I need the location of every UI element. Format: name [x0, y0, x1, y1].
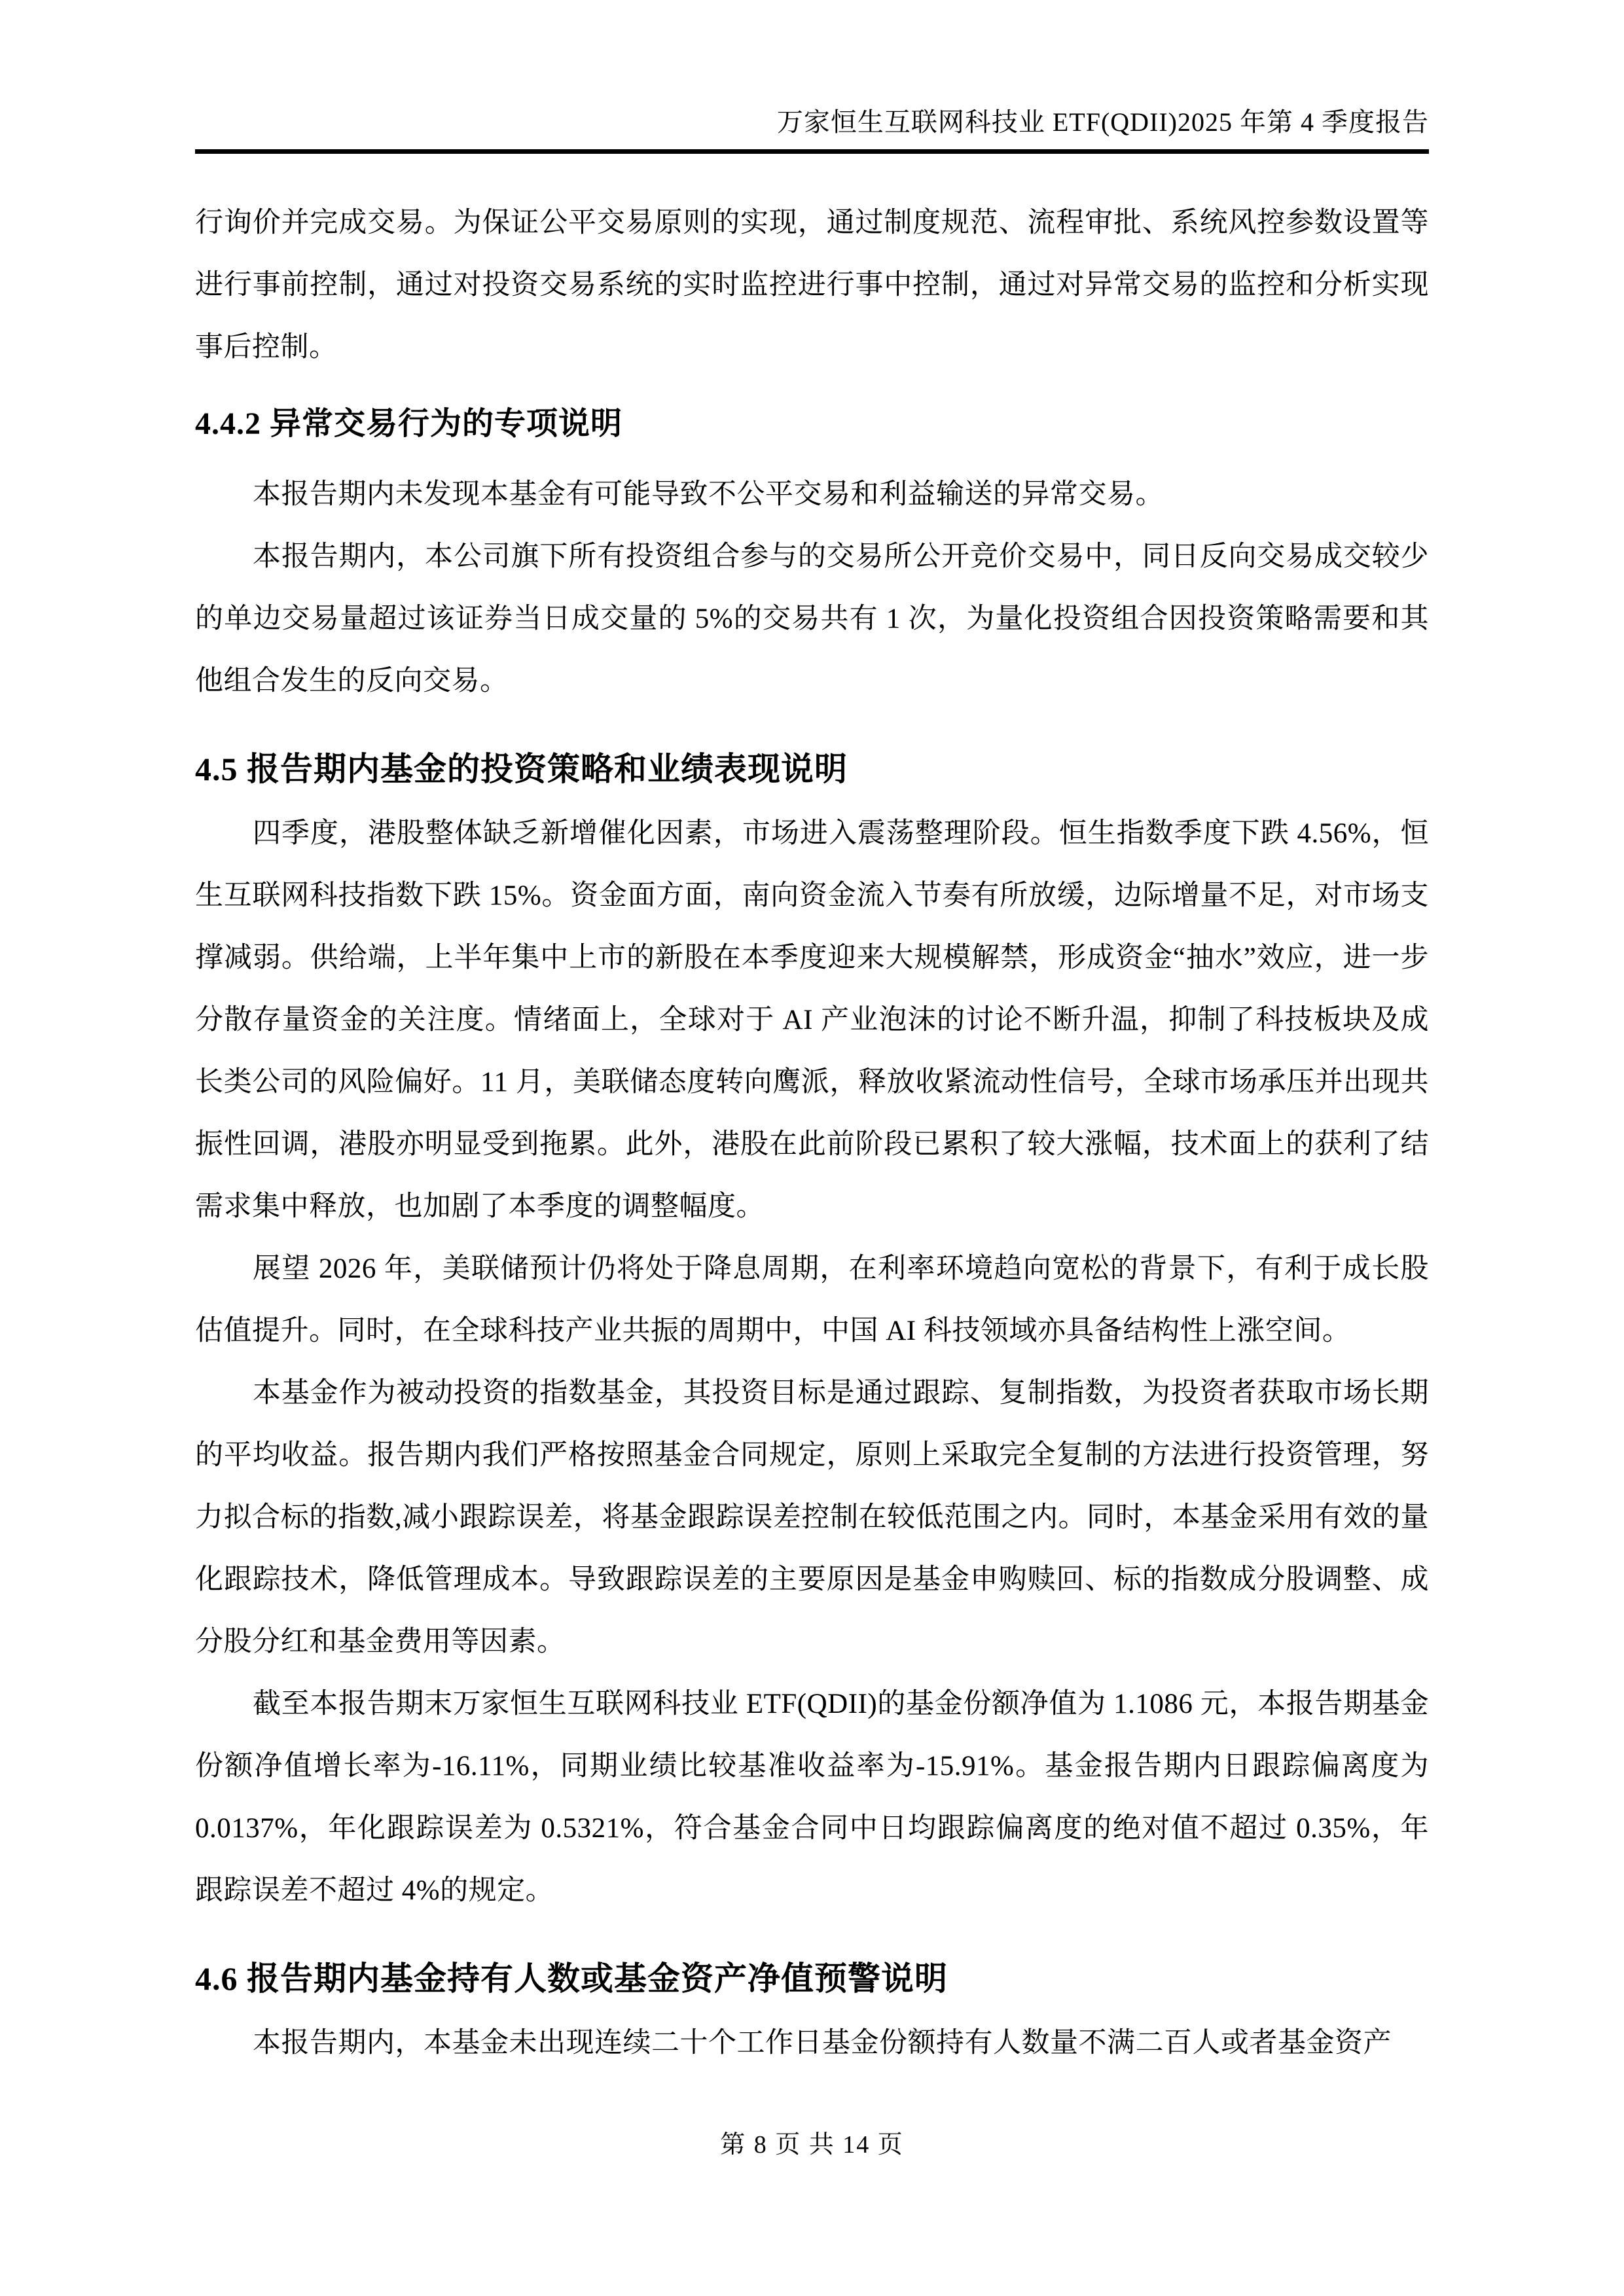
- paragraph-strategy-outlook: 展望 2026 年，美联储预计仍将处于降息周期，在利率环境趋向宽松的背景下，有利于成长股估值提升。同时，在全球科技产业共振的周期中，中国 AI 科技领域亦具备结构性上涨空间。: [195, 1253, 1429, 1346]
- paragraph-strategy-market-review: 四季度，港股整体缺乏新增催化因素，市场进入震荡整理阶段。恒生指数季度下跌 4.56%，恒生互联网科技指数下跌 15%。资金面方面，南向资金流入节奏有所放缓，边际增量不足，对市场支撑减弱。供给端，上半年集中上市的新股在本季度迎来大规模解禁，形成资金“抽水”效应，进一步分散存量资金的关注度。情绪面上，全球对于 AI 产业泡沫的讨论不断升温，抑制了科技板块及成长类公司的风险偏好。11 月，美联储态度转向鹰派，释放收紧流动性信号，全球市场承压并出现共振性回调，港股亦明显受到拖累。此外，港股在此前阶段已累积了较大涨幅，技术面上的获利了结需求集中释放，也加剧了本季度的调整幅度。: [195, 818, 1429, 1222]
- paragraph-strategy-index-tracking: 本基金作为被动投资的指数基金，其投资目标是通过跟踪、复制指数，为投资者获取市场长期的平均收益。报告期内我们严格按照基金合同规定，原则上采取完全复制的方法进行投资管理，努力拟合标的指数,减小跟踪误差，将基金跟踪误差控制在较低范围之内。同时，本基金采用有效的量化跟踪技术，降低管理成本。导致跟踪误差的主要原因是基金申购赎回、标的指数成分股调整、成分股分红和基金费用等因素。: [195, 1378, 1429, 1657]
- page-header-title: 万家恒生互联网科技业 ETF(QDII)2025 年第 4 季度报告: [776, 107, 1429, 137]
- page-number-footer: 第 8 页 共 14 页: [720, 2131, 904, 2159]
- header-rule: [195, 149, 1429, 154]
- section-heading-4-4-2: 4.4.2 异常交易行为的专项说明: [195, 406, 623, 441]
- section-heading-4-5: 4.5 报告期内基金的投资策略和业绩表现说明: [195, 751, 848, 787]
- paragraph-continuation: 行询价并完成交易。为保证公平交易原则的实现，通过制度规范、流程审批、系统风控参数设置等进行事前控制，通过对投资交易系统的实时监控进行事中控制，通过对异常交易的监控和分析实现事后控制。: [195, 207, 1429, 363]
- paragraph-strategy-nav-performance: 截至本报告期末万家恒生互联网科技业 ETF(QDII)的基金份额净值为 1.1086 元，本报告期基金份额净值增长率为-16.11%，同期业绩比较基准收益率为-15.91%。基金报告期内日跟踪偏离度为 0.0137%，年化跟踪误差为 0.5321%，符合基金合同中日均跟踪偏离度的绝对值不超过 0.35%，年跟踪误差不超过 4%的规定。: [195, 1689, 1429, 1906]
- paragraph-abnormal-trading-2: 本报告期内，本公司旗下所有投资组合参与的交易所公开竞价交易中，同日反向交易成交较少的单边交易量超过该证券当日成交量的 5%的交易共有 1 次，为量化投资组合因投资策略需要和其他组合发生的反向交易。: [195, 541, 1429, 696]
- section-heading-4-6: 4.6 报告期内基金持有人数或基金资产净值预警说明: [195, 1960, 948, 1997]
- paragraph-holder-warning: 本报告期内，本基金未出现连续二十个工作日基金份额持有人数量不满二百人或者基金资产: [253, 2028, 1392, 2058]
- paragraph-abnormal-trading-1: 本报告期内未发现本基金有可能导致不公平交易和利益输送的异常交易。: [253, 479, 1164, 510]
- document-body: [195, 192, 1429, 2074]
